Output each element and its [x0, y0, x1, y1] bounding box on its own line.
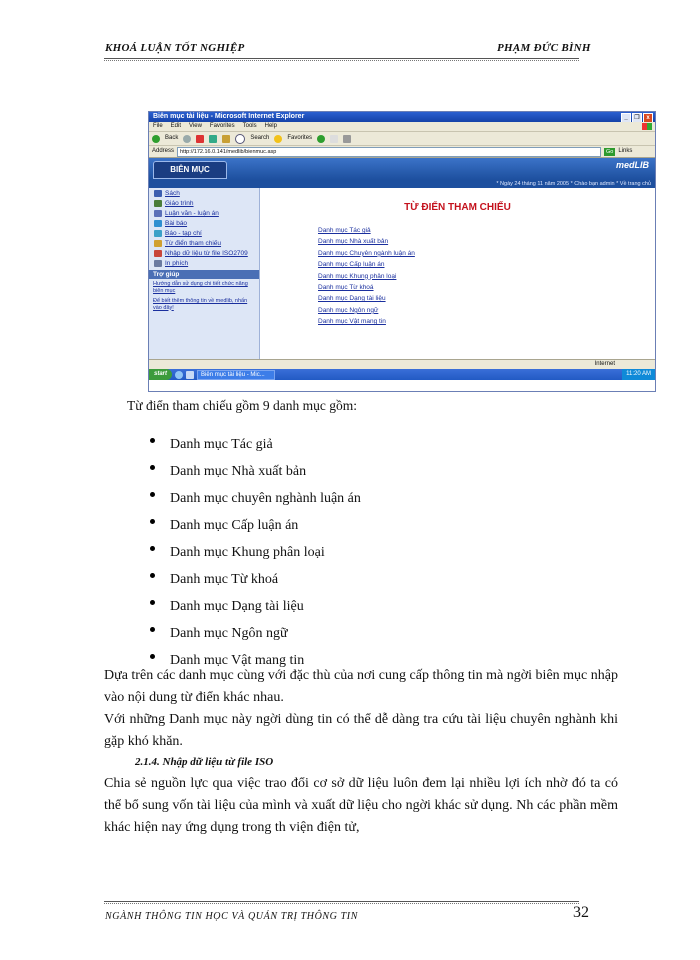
page-content [149, 188, 655, 359]
list-item [150, 566, 361, 593]
mail-icon[interactable] [330, 135, 338, 143]
sidebar-item-luan-van[interactable] [149, 208, 259, 218]
list-item-text: Danh mục Tác giả [170, 436, 273, 452]
ref-link[interactable]: Danh mục Tác giả [318, 227, 371, 234]
site-banner [149, 158, 655, 180]
windows-logo-icon [642, 123, 652, 130]
taskbar-window-button[interactable]: Biên mục tài liệu - Mic... [197, 370, 275, 380]
help-link-guide[interactable]: Hướng dẫn sử dụng chi tiết chức năng biên mục [153, 281, 248, 294]
textbook-icon [154, 200, 162, 207]
page-title: TỪ ĐIỂN THAM CHIẾU [404, 202, 511, 213]
list-item [150, 431, 361, 458]
dictionary-icon [154, 240, 162, 247]
close-button[interactable]: x [643, 113, 653, 123]
intro-text: Từ điển tham chiếu gồm 9 danh mục gồm: [127, 398, 358, 413]
refresh-icon[interactable] [209, 135, 217, 143]
list-item-text: Danh mục Cấp luận án [170, 517, 299, 533]
site-logo: medLIB [615, 160, 649, 170]
page-number: 32 [573, 904, 589, 921]
stop-icon[interactable] [196, 135, 204, 143]
section-subheading: 2.1.4. Nhập dữ liệu từ file ISO [135, 756, 274, 768]
sidebar-item-label: Báo - tạp chí [165, 230, 202, 237]
sidebar-item-bao-tap-chi[interactable] [149, 228, 259, 238]
header-rule [104, 58, 579, 61]
bullet-icon [150, 600, 155, 605]
magazine-icon [154, 230, 162, 237]
ref-link[interactable]: Danh mục Cấp luận án [318, 261, 385, 269]
sidebar-item-label: Bài báo [165, 220, 188, 227]
sidebar-item-label: Luận văn - luận án [165, 210, 219, 217]
bullet-icon [150, 492, 155, 497]
sidebar-item-bai-bao[interactable] [149, 218, 259, 228]
list-item-text: Danh mục Từ khoá [170, 571, 279, 587]
address-label: Address [152, 148, 175, 154]
list-item [150, 458, 361, 485]
window-title: Biên mục tài liệu - Microsoft Internet Explorer [153, 113, 305, 120]
list-item-text: Danh mục Dạng tài liệu [170, 598, 304, 614]
maximize-button[interactable]: ❐ [632, 113, 642, 123]
address-input[interactable]: http://172.16.0.141/medlib/bienmuc.asp [177, 147, 601, 157]
bullet-icon [150, 465, 155, 470]
print-card-icon [154, 260, 162, 267]
list-item [150, 485, 361, 512]
menu-bar [149, 122, 655, 132]
links-button[interactable]: Links [618, 148, 633, 154]
ref-link[interactable]: Danh mục Từ khoá [318, 284, 374, 292]
print-icon[interactable] [343, 135, 351, 143]
sidebar-item-label: Từ điển tham chiếu [165, 240, 222, 247]
ref-link[interactable]: Danh mục Nhà xuất bản [318, 238, 389, 246]
menu-help[interactable]: Help [264, 123, 277, 129]
minimize-button[interactable]: _ [621, 113, 631, 123]
footer-rule [104, 901, 579, 904]
sidebar-item-label: Nhập dữ liệu từ file ISO2709 [165, 250, 248, 257]
banner-tab[interactable]: BIÊN MỤC [153, 161, 227, 179]
import-icon [154, 250, 162, 257]
paragraph-2: Với những Danh mục này ngời dùng tin có thể dễ dàng tra cứu tài liệu chuyên nghành khi gặp khó khăn. [104, 712, 618, 749]
address-bar [149, 146, 655, 158]
bullet-icon [150, 546, 155, 551]
sidebar-item-sach[interactable] [149, 188, 259, 198]
book-icon [154, 190, 162, 197]
ref-link[interactable]: Danh mục Chuyên ngành luận án [318, 249, 415, 257]
help-link-info[interactable]: Để biết thêm thông tin về medlib, nhấn vào đây! [153, 298, 248, 311]
list-item [150, 512, 361, 539]
sidebar-item-label: Giáo trình [165, 200, 194, 207]
sidebar-item-in-phich[interactable] [149, 258, 259, 268]
start-button[interactable]: start [149, 369, 172, 380]
help-heading: Trợ giúp [149, 270, 259, 279]
back-button[interactable]: Back [165, 135, 179, 141]
history-icon[interactable] [317, 135, 325, 143]
bullet-icon [150, 519, 155, 524]
paragraph-1: Dựa trên các danh mục cùng với đặc thù của nơi cung cấp thông tin mà ngời biên mục nhập vào nội dung từ điển khác nhau. [104, 668, 618, 705]
ref-link[interactable]: Danh mục Khung phân loại [318, 272, 397, 280]
sidebar-item-label: Sách [165, 190, 180, 197]
sidebar-item-giao-trinh[interactable] [149, 198, 259, 208]
menu-view[interactable]: View [189, 123, 202, 129]
back-arrow-icon[interactable] [152, 135, 160, 143]
system-clock: 11:20 AM [622, 369, 655, 380]
bullet-icon [150, 627, 155, 632]
page-header-right: PHẠM ĐỨC BÌNH [497, 42, 591, 54]
list-item [150, 620, 361, 647]
list-item-text: Danh mục Ngôn ngữ [170, 625, 288, 641]
ref-link[interactable]: Danh mục Ngôn ngữ [318, 306, 379, 314]
window-titlebar [149, 112, 655, 122]
sidebar [149, 188, 260, 359]
taskbar [149, 369, 655, 380]
footer-text: NGÀNH THÔNG TIN HỌC VÀ QUẢN TRỊ THÔNG TIN [105, 911, 358, 922]
list-item [150, 593, 361, 620]
ref-link[interactable]: Danh mục Vật mang tin [318, 318, 386, 326]
reference-list [318, 225, 415, 328]
list-item-text: Danh mục Nhà xuất bản [170, 463, 307, 479]
go-button[interactable]: Go [606, 148, 614, 155]
browser-screenshot [148, 111, 656, 392]
sidebar-item-nhap-iso[interactable] [149, 248, 259, 258]
ie-quicklaunch-icon[interactable] [175, 371, 183, 379]
favorites-button[interactable]: Favorites [287, 135, 313, 141]
home-icon[interactable] [222, 135, 230, 143]
menu-file[interactable]: File [153, 123, 163, 129]
toolbar [149, 132, 655, 146]
list-item-text: Danh mục Vật mang tin [170, 652, 305, 668]
list-item-text: Danh mục chuyên nghành luận án [170, 490, 361, 506]
bullet-icon [150, 438, 155, 443]
bullet-list [150, 431, 361, 674]
menu-tools[interactable]: Tools [242, 123, 257, 129]
main-pane [260, 188, 655, 359]
bullet-icon [150, 573, 155, 578]
forward-arrow-icon[interactable] [183, 135, 191, 143]
sidebar-item-tu-dien[interactable] [149, 238, 259, 248]
list-item-text: Danh mục Khung phân loại [170, 544, 325, 560]
list-item [150, 539, 361, 566]
menu-favorites[interactable]: Favorites [209, 123, 235, 129]
sidebar-item-label: In phích [165, 260, 189, 267]
menu-edit[interactable]: Edit [170, 123, 182, 129]
thesis-icon [154, 210, 162, 217]
page-header-left: KHOÁ LUẬN TỐT NGHIỆP [105, 42, 245, 54]
search-icon[interactable] [235, 134, 245, 144]
status-bar [149, 359, 655, 369]
article-icon [154, 220, 162, 227]
paragraph-3: Chia sẻ nguồn lực qua việc trao đổi cơ sở dữ liệu luôn đem lại nhiều lợi ích nhờ đó ta có thể bổ sung vốn tài liệu của mình và xuất dữ liệu cho ngời khác sử dụng. Nh các phần mềm khác hiện nay ứng dụng trong th viện điện tử, [104, 776, 618, 835]
search-button[interactable]: Search [250, 135, 270, 141]
desktop-quicklaunch-icon[interactable] [186, 371, 194, 379]
status-zone: Internet [594, 361, 615, 367]
star-icon[interactable] [274, 135, 282, 143]
ref-link[interactable]: Danh mục Dạng tài liệu [318, 295, 386, 303]
info-bar: * Ngày 24 tháng 11 năm 2005 * Chào bạn admin * Về trang chủ [149, 180, 655, 188]
bullet-icon [150, 654, 155, 659]
